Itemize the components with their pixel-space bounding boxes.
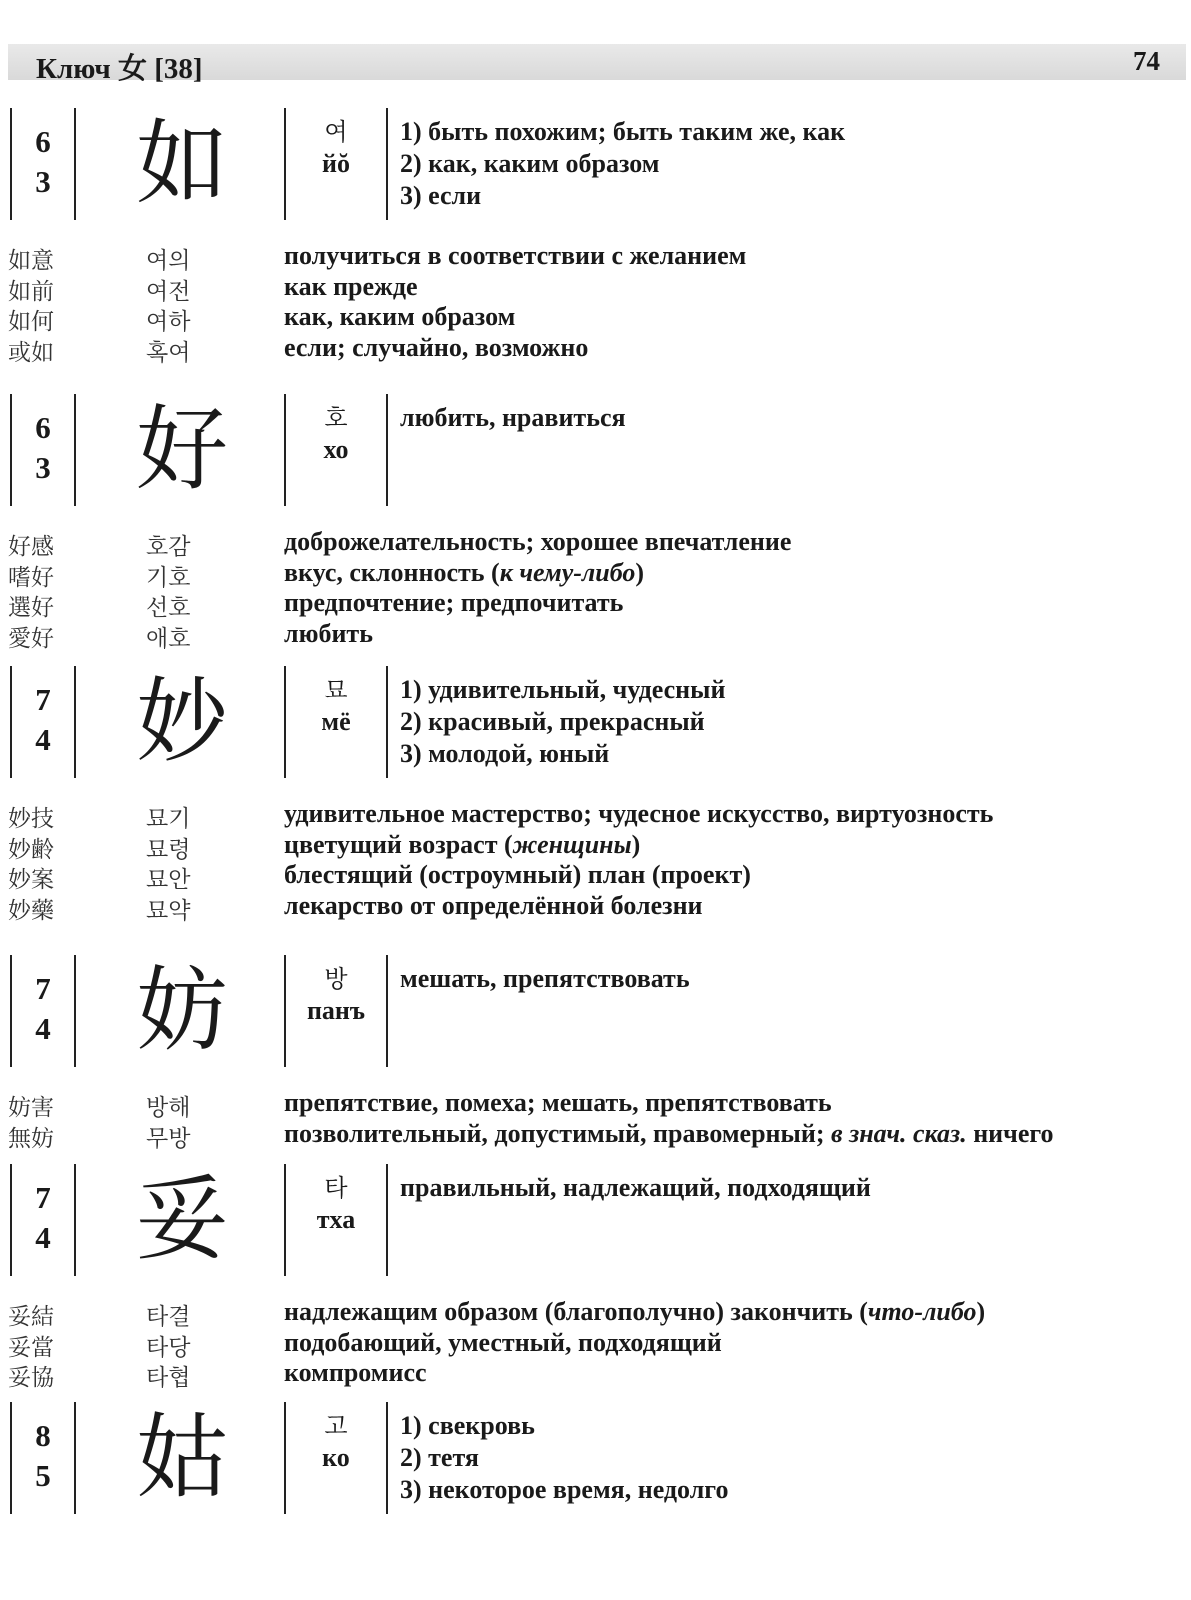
compound-word-row [0, 861, 1191, 892]
compound-hangul: 묘안 [146, 867, 191, 893]
extra-strokes: 4 [35, 1011, 51, 1046]
meaning-line: 2) как, каким образом [400, 149, 660, 178]
dictionary-entry [0, 108, 1191, 364]
meaning-line: 3) молодой, юный [400, 739, 610, 768]
compound-hangul: 호감 [146, 534, 191, 560]
dictionary-entry [0, 1164, 1191, 1390]
reading-box [284, 108, 388, 220]
reading-box [284, 666, 388, 778]
compound-words [0, 800, 1191, 922]
compound-word-row [0, 1329, 1191, 1360]
compound-hanja: 無妨 [8, 1125, 54, 1152]
radical-title: Ключ 女 [38] [36, 53, 203, 85]
page-number: 74 [1133, 46, 1160, 76]
reading-hangul: 방 [324, 965, 348, 993]
meaning-line: 3) если [400, 181, 482, 210]
total-strokes: 7 [35, 682, 51, 717]
total-strokes: 7 [35, 1180, 51, 1215]
compound-hangul: 묘약 [146, 897, 191, 924]
compound-meaning: лекарство от определённой болезни [284, 890, 703, 920]
reading-transliteration: тха [316, 1205, 356, 1234]
reading-transliteration: хо [323, 435, 349, 464]
extra-strokes: 3 [35, 164, 51, 199]
reading-box [284, 394, 388, 506]
headword-character: 妥 [135, 1166, 228, 1273]
compound-hangul: 선호 [146, 595, 191, 621]
entry-head [0, 394, 1191, 506]
dictionary-entry [0, 394, 1191, 650]
compound-meaning: надлежащим образом (благополучно) закончить (что-либо) [284, 1297, 986, 1326]
meaning-line: 2) тетя [400, 1443, 479, 1472]
compound-word-row [0, 1359, 1191, 1390]
dictionary-entry [0, 666, 1191, 922]
reading-hangul: 고 [324, 1412, 348, 1440]
compound-word-row [0, 800, 1191, 831]
compound-hangul: 방해 [146, 1095, 191, 1121]
compound-meaning: как, каким образом [284, 302, 516, 331]
compound-word-row [0, 334, 1191, 365]
compound-word-row [0, 1120, 1191, 1151]
compound-meaning: предпочтение; предпочитать [284, 588, 624, 617]
compound-meaning: позволительный, допустимый, правомерный; в знач. сказ. ничего [284, 1118, 1054, 1148]
compound-meaning: препятствие, помеха; мешать, препятствовать [284, 1088, 832, 1117]
meaning-line: любить, нравиться [400, 403, 626, 432]
compound-hanja: 妙齢 [8, 836, 54, 863]
compound-hangul: 묘령 [146, 836, 191, 863]
compound-hanja: 妥協 [8, 1365, 54, 1391]
compound-hangul: 타결 [146, 1304, 191, 1330]
reading-transliteration: панъ [306, 996, 366, 1025]
compound-hanja: 愛好 [8, 625, 54, 652]
meaning-line: 1) быть похожим; быть таким же, как [400, 117, 846, 146]
headword-character: 好 [135, 396, 228, 503]
compound-hangul: 여전 [146, 278, 191, 305]
compound-words [0, 1298, 1191, 1390]
stroke-count-box [10, 108, 76, 220]
headword-character: 妨 [135, 957, 228, 1064]
compound-meaning: подобающий, уместный, подходящий [284, 1327, 722, 1357]
compound-word-row [0, 273, 1191, 304]
stroke-count-box [10, 394, 76, 506]
reading-box [284, 1164, 388, 1276]
compound-hanja: 如何 [8, 309, 54, 335]
headword-character: 妙 [135, 668, 228, 775]
compound-words [0, 242, 1191, 364]
compound-hangul: 기호 [146, 564, 191, 591]
reading-hangul: 타 [324, 1174, 348, 1202]
dictionary-entry [0, 955, 1191, 1150]
reading-transliteration: йŏ [322, 149, 350, 178]
compound-hanja: 如前 [8, 278, 54, 305]
headword-character: 姑 [135, 1404, 228, 1511]
compound-meaning: доброжелательность; хорошее впечатление [284, 527, 792, 556]
total-strokes: 6 [35, 124, 51, 159]
compound-meaning: любить [284, 618, 373, 648]
reading-box [284, 955, 388, 1067]
compound-meaning: цветущий возраст (женщины) [284, 829, 641, 859]
compound-hangul: 묘기 [146, 806, 191, 832]
compound-word-row [0, 1089, 1191, 1120]
compound-hangul: 여의 [146, 248, 191, 274]
headword-character: 如 [135, 110, 228, 217]
reading-hangul: 호 [324, 404, 348, 432]
compound-hanja: 好感 [8, 534, 54, 560]
total-strokes: 8 [35, 1418, 51, 1453]
meanings-list [400, 963, 690, 995]
compound-meaning: если; случайно, возможно [284, 332, 589, 362]
dictionary-entry [0, 1402, 1191, 1536]
compound-hangul: 타협 [146, 1365, 191, 1391]
compound-hangul: 혹여 [146, 339, 191, 366]
compound-hangul: 무방 [146, 1125, 191, 1152]
compound-word-row [0, 559, 1191, 590]
compound-word-row [0, 892, 1191, 923]
compound-meaning: компромисс [284, 1358, 427, 1387]
compound-word-row [0, 620, 1191, 651]
compound-hanja: 妙案 [8, 867, 54, 893]
entry-head [0, 1164, 1191, 1276]
compound-word-row [0, 589, 1191, 620]
stroke-count-box [10, 666, 76, 778]
meanings-list [400, 1410, 728, 1506]
compound-meaning: блестящий (остроумный) план (проект) [284, 860, 751, 889]
compound-word-row [0, 303, 1191, 334]
extra-strokes: 4 [35, 1220, 51, 1255]
meanings-list [400, 402, 626, 434]
meanings-list [400, 674, 725, 770]
extra-strokes: 4 [35, 722, 51, 757]
compound-meaning: как прежде [284, 271, 418, 301]
compound-hangul: 타당 [146, 1334, 191, 1361]
reading-hangul: 묘 [324, 676, 348, 704]
reading-box [284, 1402, 388, 1514]
compound-word-row [0, 528, 1191, 559]
compound-hanja: 選好 [8, 595, 54, 621]
compound-meaning: получиться в соответствии с желанием [284, 241, 747, 270]
compound-hanja: 如意 [8, 248, 54, 274]
meaning-line: 3) некоторое время, недолго [400, 1475, 729, 1504]
compound-hanja: 妙藥 [8, 897, 54, 924]
meaning-line: 1) свекровь [400, 1411, 535, 1440]
entry-head [0, 108, 1191, 220]
compound-word-row [0, 242, 1191, 273]
meaning-line: правильный, надлежащий, подходящий [400, 1173, 871, 1202]
compound-word-row [0, 1298, 1191, 1329]
compound-hanja: 或如 [8, 339, 54, 366]
meaning-line: 1) удивительный, чудесный [400, 675, 726, 704]
entry-head [0, 955, 1191, 1067]
entry-head [0, 666, 1191, 778]
page-header [8, 44, 1186, 85]
extra-strokes: 5 [35, 1458, 51, 1493]
compound-word-row [0, 831, 1191, 862]
compound-hanja: 妙技 [8, 806, 54, 832]
compound-meaning: вкус, склонность (к чему-либо) [284, 557, 645, 587]
reading-transliteration: ко [322, 1443, 350, 1472]
reading-hangul: 여 [324, 118, 348, 146]
entry-head [0, 1402, 1191, 1514]
reading-transliteration: мё [321, 707, 351, 736]
compound-hanja: 嗜好 [8, 564, 54, 591]
compound-hanja: 妨害 [8, 1095, 54, 1121]
stroke-count-box [10, 1164, 76, 1276]
compound-hanja: 妥結 [8, 1304, 54, 1330]
meanings-list [400, 1172, 871, 1204]
compound-meaning: удивительное мастерство; чудесное искусство, виртуозность [284, 799, 994, 828]
extra-strokes: 3 [35, 450, 51, 485]
total-strokes: 6 [35, 410, 51, 445]
compound-words [0, 528, 1191, 650]
compound-hangul: 여하 [146, 309, 191, 335]
stroke-count-box [10, 955, 76, 1067]
compound-words [0, 1089, 1191, 1150]
meaning-line: 2) красивый, прекрасный [400, 707, 705, 736]
compound-hangul: 애호 [146, 625, 191, 652]
meaning-line: мешать, препятствовать [400, 964, 690, 993]
total-strokes: 7 [35, 971, 51, 1006]
compound-hanja: 妥當 [8, 1334, 54, 1361]
stroke-count-box [10, 1402, 76, 1514]
meanings-list [400, 116, 845, 212]
